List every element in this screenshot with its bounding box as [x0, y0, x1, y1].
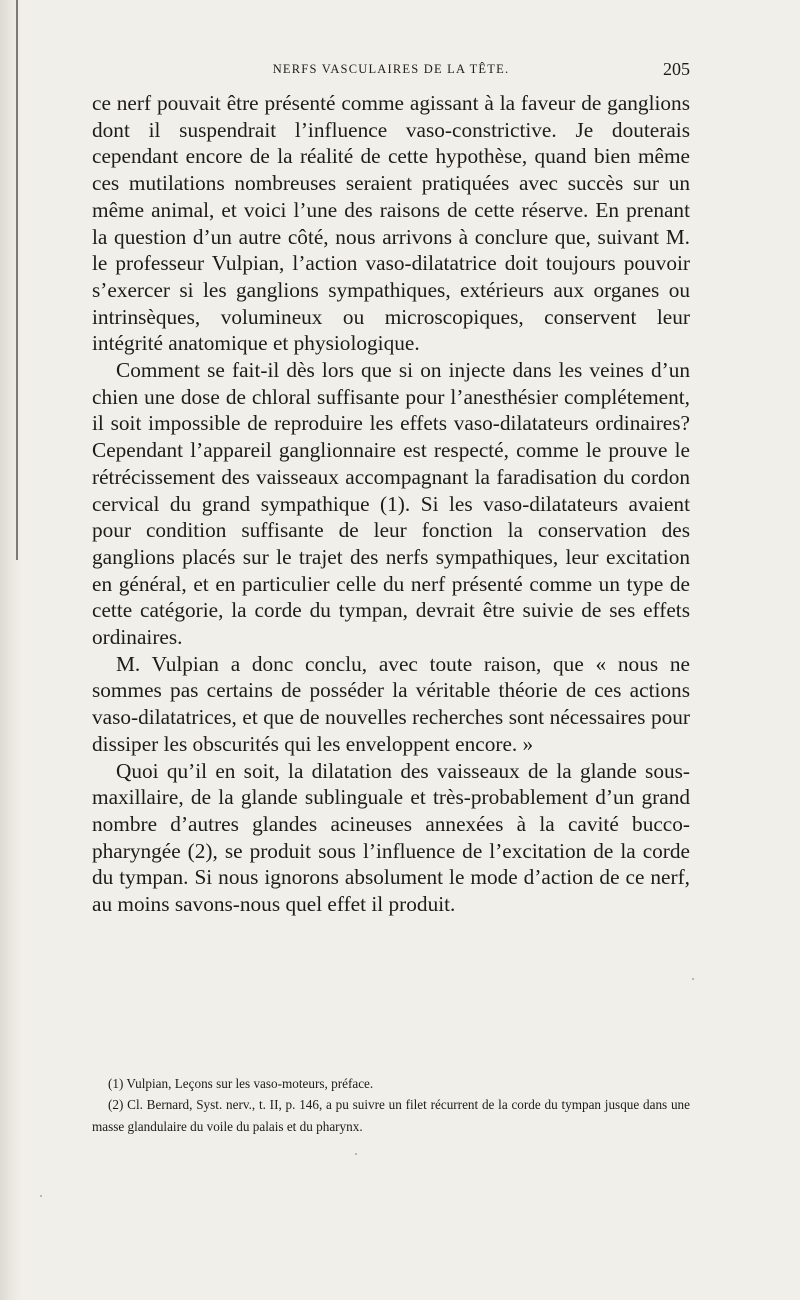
binding-shadow: [16, 0, 18, 560]
running-head: NERFS VASCULAIRES DE LA TÊTE.: [272, 62, 510, 76]
body-text: [92, 90, 690, 918]
page-header: [92, 59, 690, 84]
paper-speck: [692, 978, 694, 980]
footnote-1: (1) Vulpian, Leçons sur les vaso-moteurs, préface.: [108, 1076, 374, 1091]
paragraph-1: ce nerf pouvait être présenté comme agissant à la faveur de ganglions dont il suspendrait l’influence vaso-constrictive. Je douterais cependant encore de la réalité de cette hypothèse, quand bien même ces mutilations nombreuses seraient pratiquées avec succès sur un même animal, et voici l’une des raisons de cette réserve. En prenant la question d’un autre côté, nous arrivons à conclure que, suivant M. le professeur Vulpian, l’action vaso-dilatatrice doit toujours pouvoir s’exercer si les ganglions sympathiques, extérieurs aux organes ou intrinsèques, volumineux ou microscopiques, conservent leur intégrité anatomique et physiologique.: [92, 91, 690, 356]
paragraph-4: Quoi qu’il en soit, la dilatation des vaisseaux de la glande sous-maxillaire, de la glande sublinguale et très-probablement d’un grand nombre d’autres glandes acineuses annexées à la cavité bucco-pharyngée (2), se produit sous l’influence de l’excitation de la corde du tympan. Si nous ignorons absolument le mode d’action de ce nerf, au moins savons-nous quel effet il produit.: [92, 758, 690, 917]
paper-speck: [40, 1195, 42, 1197]
page-number: 205: [663, 59, 690, 79]
paragraph-3: M. Vulpian a donc conclu, avec toute raison, que « nous ne sommes pas certains de posséder la véritable théorie de ces actions vaso-dilatatrices, et que de nouvelles recherches sont nécessaires pour dissiper les obscurités qui les enveloppent encore. »: [92, 651, 690, 756]
paragraph-2: Comment se fait-il dès lors que si on injecte dans les veines d’un chien une dose de chloral suffisante pour l’anesthésier complétement, il soit impossible de reproduire les effets vaso-dilatateurs ordinaires? Cependant l’appareil ganglionnaire est respecté, comme le prouve le rétrécissement des vaisseaux accompagnant la faradisation du cordon cervical du grand sympathique (1). Si les vaso-dilatateurs avaient pour condition suffisante de leur fonction la conservation des ganglions placés sur le trajet des nerfs sympathiques, leur excitation en général, et en particulier celle du nerf présenté comme un type de cette catégorie, la corde du tympan, devrait être suivie de ses effets ordinaires.: [92, 358, 690, 650]
footnote-2: (2) Cl. Bernard, Syst. nerv., t. II, p. 146, a pu suivre un filet récurrent de la corde du tympan jusque dans une masse glandulaire du voile du palais et du pharynx.: [92, 1097, 690, 1134]
footnotes: [92, 1073, 690, 1137]
paper-speck: [355, 1153, 357, 1155]
page-gutter: [0, 0, 22, 1300]
